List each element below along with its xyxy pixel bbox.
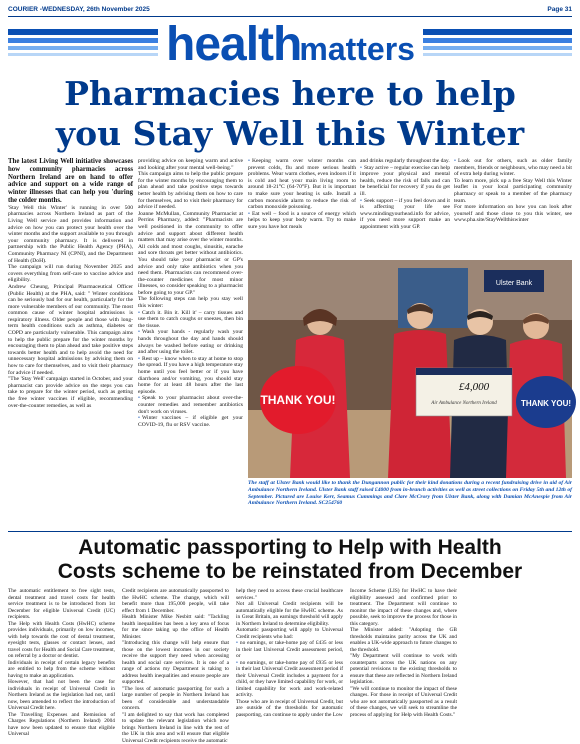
second-headline: Automatic passporting to Help with Health Costs scheme to be reinstated from December	[57, 536, 523, 583]
balloon-right-text: THANK YOU!	[520, 399, 572, 408]
cheque-amount: £4,000	[458, 381, 490, 393]
ulster-bank-photo	[248, 260, 572, 478]
issue-date: COURIER -WEDNESDAY, 26th November 2025	[8, 6, 150, 13]
article-column-5: • Look out for others, such as older family members, friends or neighbours, who may need a bit of extra help during winter. To learn more, pick up a free Stay Well this Winter leaflet in your local participating community pharmacy or speak to a member of the pharmacy team. For more information on how you can look after yourself and those close to you this winter, see www.pha.site/StayWellthiswinter	[454, 158, 572, 258]
pharmacy-article	[8, 158, 572, 530]
photo-caption: The staff at Ulster Bank would like to thank the Dungannon public for their kind donations during a recent fundraising drive in aid of Air Ambulance Northern Ireland. Ulster Bank staff raised £4000 from in-branch activities as well as street collections on Friday 5th and 12th of September. Pictured are Louise Kerr, Seamus Cummings and Clare McCrory from Ulster Bank, along with Damian McAnespie from Air Ambulance Northern Ireland. SC254760	[248, 480, 572, 507]
article2-column-2: Credit recipients are automatically passported to the HwHC scheme. The change, which will benefit more than 195,000 people, will take effect from 1 December. Health Minister Mike Nesbitt said: "Tackling health inequalities has been a key area of focus for me since taking up the office of Health Minister. "Introducing this change will help ensure that those on the lowest incomes in our society receive the support they need when accessing health and social care services. It is one of a range of actions my Department is taking to address health inequalities and ensure people are supported. "The loss of automatic passporting for such a large number of people in Northern Ireland has been of considerable and understandable concern. "I am delighted to say that work has completed to update the relevant legislation which now brings Northern Ireland in line with the rest of the UK in this area and will ensure that eligible Universal Credit recipients receive the automatic	[122, 588, 229, 744]
thank-you-balloon-left	[260, 366, 336, 434]
photo-illustration	[248, 260, 572, 478]
masthead	[8, 19, 572, 71]
health-matters-logo: healthmatters	[158, 19, 423, 71]
balloon-left-text: THANK YOU!	[260, 393, 336, 407]
article2-column-4: Income Scheme (LIS) for HwHC to have their eligibility assessed and confirmed prior to treatment. The Department will continue to monitor the impact of these changes and, where possible, seek to improve the process for those in this category. The Minister added: "Adopting the GB thresholds maintains parity across the UK and enables a UK-wide approach to future changes to the threshold. "My Department will continue to work with counterparts across the UK nations on any potential revisions to the existing thresholds to ensure that these are reflected in Northern Ireland legislation. "We will continue to monitor the impact of these changes. For those in receipt of Universal Credit who are not automatically passported as a result of these changes, we will seek to streamline the process of applying for Help with Health Costs."	[350, 588, 458, 718]
article-column-1: The latest Living Well initiative showcases how community pharmacies across Northern Ireland are on hand to offer advice and support on a wide range of winter illnesses that can help you 'during the colder months. 'Stay Well this Winter' is running in over 500 pharmacies across Northern Ireland as part of the Living Well service and provides information and advice on how you can protect your health over the winter months and the support available to you through your community pharmacy. It is delivered in partnership with the Public Health Agency (PHA), Community Pharmacy NI (CPNI), and the Department of Health (DoH). The campaign will run during November 2025 and covers everything from self-care to vaccine advice and eligibility. Andrew Cheung, Principal Pharmaceutical Officer (Public Health) at the PHA, said: " Winter conditions can be seriously bad for our health, particularly for the more vulnerable members of our community. The most common cause of winter hospital admissions is respiratory illness. Older people and those with long-term health conditions such as asthma, diabetes or COPD are particularly vulnerable. This campaign aims to help the public prepare for the winter months by encouraging them to plan ahead and take positive steps towards better health and to help avoid the need for unnecessary hospital admissions by advising them on how to care for themselves, and to visit their pharmacy for advice if needed. "The 'Stay Well' campaign started in October, and your pharmacist can provide advice on the steps you can take to prepare for the winter period, such as getting the free winter vaccines if eligible, recommending over-the-counter remedies, as well as	[8, 158, 133, 409]
passporting-article	[8, 588, 572, 744]
article-column-2: providing advice on keeping warm and active and looking after your mental well-being." This campaign aims to help the public prepare for the winter months by encouraging them to plan ahead and take positive steps towards better health by advising them on how to care for themselves, and to visit their pharmacy for advice if needed. Joanne McMullan, Community Pharmacist at Perrins Pharmacy, added: "Pharmacists are well positioned in the community to offer advice and support about different health matters that may arise over the winter months. All colds and most coughs, sinusitis, earache and sore throats get better without antibiotics. You should take your pharmacist or GP's advice and only take antibiotics when you need them. Pharmacists can recommend over-the-counter medicines for most minor illnesses, so consider speaking to a pharmacist before going to your GP." The following steps can help you stay well this winter: • Catch it. Bin it. Kill it' – carry tissues and use them to catch coughs or sneezes, then bin the tissue. • Wash your hands - regularly wash your hands throughout the day and hands should always be washed before eating or drinking and after using the toilet. • Rest up – know when to stay at home to stop the spread. If you have a high temperature stay home until you feel better or if you have diarrhoea and/or vomiting, you should stay home for at least 48 hours after the last episode. • Speak to your pharmacist about over-the-counter remedies and remember antibiotics don't work on viruses. • Winter vaccines – if eligible get your COVID-19, flu or RSV vaccine.	[138, 158, 243, 530]
article-column-4: and drinks regularly throughout the day. • Stay active – regular exercise can help improve your physical and mental health, reduce the risk of falls and can be beneficial for recovery if you do get ill. • Seek support – if you feel down and it is affecting your life see www.mindingyourhead.info for advice, if you need more support make an appointment with your GP.	[360, 158, 450, 258]
header-rule	[8, 16, 572, 17]
page-number: Page 31	[547, 6, 572, 13]
bank-sign: Ulster Bank	[495, 280, 533, 287]
cheque-payee: Air Ambulance Northern Ireland	[431, 401, 497, 406]
article-divider	[8, 531, 572, 532]
article2-column-3: help they need to access these crucial healthcare services." Not all Universal Credit recipients will be automatically eligible for the HwHC scheme. As in Great Britain, an earnings threshold will apply in Northern Ireland to determine eligibility. Automatic passporting will apply to Universal Credit recipients who had: • no earnings, or take-home pay of £435 or less in their last Universal Credit assessment period, or • no earnings, or take-home pay of £935 or less in their last Universal Credit assessment period if their Universal Credit includes a payment for a child, or they have limited capability for work, or limited capability for work and work-related activity. Those who are in receipt of Universal Credit, but are outside of the thresholds for automatic passporting, can continue to apply under the Low	[236, 588, 343, 732]
page-header	[8, 5, 572, 17]
article-column-3: • Keeping warm over winter months can prevent colds, flu and more serious health problems. Wear warm clothes, even indoors if it is cold and heat your main living room to around 18-21°C (64-70°F). But it is important to make sure your heating is safe. Install a carbon monoxide alarm to reduce the risk of carbon monoxide poisoning. • Eat well – food is a source of energy which helps to keep your body warm. Try to make sure you have hot meals	[248, 158, 356, 258]
article2-column-1: The automatic entitlement to free sight tests, dental treatment and travel costs for health service treatment is to be introduced from 1st December for eligible Universal Credit (UC) recipients. The Help with Health Costs (HwHC) scheme provides individuals, primarily on low incomes, with help towards the cost of dental treatment, eyesight tests, glasses or contact lenses, and travel costs for Health and Social Care treatment, on referral by a doctor or dentist. Individuals in receipt of certain legacy benefits are entitled to help from the scheme without having to make an application. However, that had not been the case for individuals in receipt of Universal Credit in Northern Ireland as the legislation had not, until now, been amended to reflect the introduction of Universal Credit here. The Travelling Expenses and Remission of Charges Regulations (Northern Ireland) 2004 have now been updated to ensure that eligible Universal	[8, 588, 115, 737]
cheque	[416, 368, 512, 416]
thank-you-balloon-right	[516, 376, 576, 428]
article-lead: The latest Living Well initiative showcases how community pharmacies across Northern Ireland are on hand to offer advice and support on a wide range of winter illnesses that can help you 'during the colder months.	[8, 158, 133, 204]
main-headline: Pharmacies here to help you Stay Well this Winter	[55, 74, 525, 153]
